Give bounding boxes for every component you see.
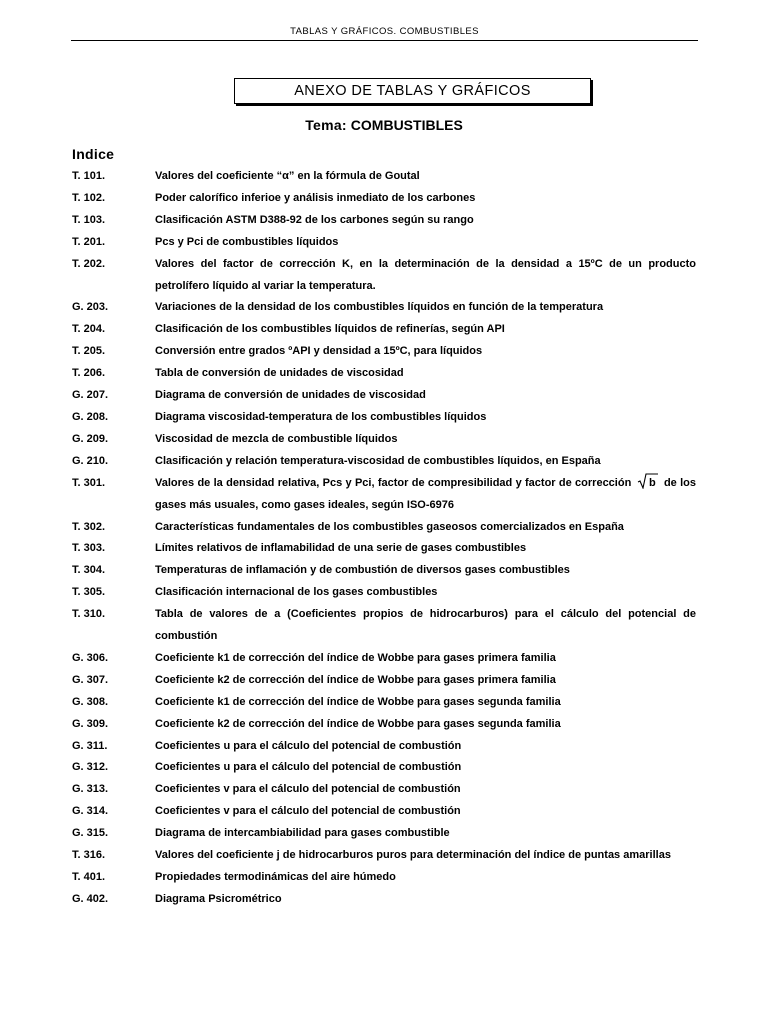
index-entry-code: T. 103. bbox=[72, 213, 106, 226]
index-entry-code: T. 206. bbox=[72, 367, 106, 380]
square-root-icon bbox=[637, 473, 659, 489]
index-entry-code: T. 303. bbox=[72, 542, 106, 555]
index-entry-title: Viscosidad de mezcla de combustible líquidos bbox=[155, 432, 398, 445]
index-entry bbox=[72, 297, 696, 319]
running-header: TABLAS Y GRÁFICOS. COMBUSTIBLES bbox=[290, 26, 479, 37]
index-entry-code: T. 304. bbox=[72, 564, 106, 577]
index-entry bbox=[72, 714, 696, 736]
index-entry-title: Coeficientes v para el cálculo del potencial de combustión bbox=[155, 805, 461, 818]
subtitle-value: COMBUSTIBLES bbox=[350, 117, 463, 133]
index-entry-code: T. 310. bbox=[72, 608, 106, 621]
index-entry bbox=[72, 823, 696, 845]
index-entry-title: Coeficientes u para el cálculo del potencial de combustión bbox=[155, 761, 462, 774]
index-entry-code: T. 305. bbox=[72, 586, 106, 599]
index-entry-code: T. 302. bbox=[72, 520, 106, 533]
index-entry-title-part: de los gases más usuales, como gases ideales, según ISO-6976 bbox=[155, 476, 696, 511]
index-entry bbox=[72, 254, 696, 298]
index-entry-title: Temperaturas de inflamación y de combustión de diversos gases combustibles bbox=[155, 564, 570, 577]
index-entry-title: Valores del coeficiente “α” en la fórmula de Goutal bbox=[155, 170, 420, 182]
index-entry-title: Características fundamentales de los combustibles gaseosos comercializados en España bbox=[155, 520, 624, 533]
index-entry-code: T. 201. bbox=[72, 235, 106, 248]
index-entry-title: Valores del factor de corrección K, en la determinación de la densidad a 15ºC de un producto petrolífero líquido al variar la temperatura. bbox=[155, 257, 696, 292]
index-entry-title: Diagrama de conversión de unidades de viscosidad bbox=[155, 389, 426, 402]
index-entry-title: Conversión entre grados ºAPI y densidad a 15ºC, para líquidos bbox=[155, 345, 483, 358]
index-entry-code: T. 205. bbox=[72, 345, 106, 358]
subtitle bbox=[0, 117, 768, 133]
index-entry-title: Coeficiente k2 de corrección del índice de Wobbe para gases primera familia bbox=[155, 673, 556, 686]
index-entry bbox=[72, 757, 696, 779]
index-entry bbox=[72, 473, 696, 517]
index-entry-code: G. 208. bbox=[72, 410, 109, 423]
index-entry-code: G. 307. bbox=[72, 673, 109, 686]
index-entry-code: G. 311. bbox=[72, 739, 108, 752]
index-entry-title: Clasificación ASTM D388-92 de los carbones según su rango bbox=[155, 213, 474, 226]
index-entry bbox=[72, 363, 696, 385]
index-entry bbox=[72, 736, 696, 758]
index-entry-code: G. 308. bbox=[72, 695, 109, 708]
index-entry bbox=[72, 166, 696, 188]
index-entry-title: Coeficientes v para el cálculo del potencial de combustión bbox=[155, 783, 461, 796]
index-entry bbox=[72, 582, 696, 604]
index-entry bbox=[72, 538, 696, 560]
index-entry-title: Tabla de conversión de unidades de viscosidad bbox=[155, 367, 404, 380]
index-entry-code: G. 207. bbox=[72, 389, 109, 402]
index-entry bbox=[72, 210, 696, 232]
index-entry bbox=[72, 779, 696, 801]
index-entry-title: Diagrama Psicrométrico bbox=[155, 892, 282, 905]
index-entry-code: G. 309. bbox=[72, 717, 109, 730]
subtitle-label: Tema: bbox=[305, 117, 347, 133]
index-entry-code: T. 102. bbox=[72, 191, 106, 204]
index-entry bbox=[72, 385, 696, 407]
index-entry-title: Diagrama de intercambiabilidad para gases combustible bbox=[155, 827, 450, 840]
index-entry-title: Coeficiente k2 de corrección del índice de Wobbe para gases segunda familia bbox=[155, 717, 561, 730]
index-entry-title: Diagrama viscosidad-temperatura de los combustibles líquidos bbox=[155, 410, 487, 423]
index-entry bbox=[72, 341, 696, 363]
index-entry bbox=[72, 867, 696, 889]
index-entry bbox=[72, 648, 696, 670]
index-entry-code: G. 315. bbox=[72, 827, 109, 840]
index-entry bbox=[72, 801, 696, 823]
index-entry bbox=[72, 517, 696, 539]
index-entry-code: T. 101. bbox=[72, 170, 106, 182]
index-entry bbox=[72, 319, 696, 341]
index-entry-title: Límites relativos de inflamabilidad de una serie de gases combustibles bbox=[155, 542, 527, 555]
index-entry-code: G. 210. bbox=[72, 454, 109, 467]
index-entry-title: Poder calorífico inferioe y análisis inmediato de los carbones bbox=[155, 191, 476, 204]
index-entry-title: Clasificación y relación temperatura-viscosidad de combustibles líquidos, en España bbox=[155, 454, 601, 467]
index-entry bbox=[72, 232, 696, 254]
index-entry bbox=[72, 188, 696, 210]
index-entry-title: Coeficiente k1 de corrección del índice de Wobbe para gases primera familia bbox=[155, 651, 556, 664]
index-entry-code: G. 313. bbox=[72, 783, 109, 796]
index-entry bbox=[72, 670, 696, 692]
index-entry-code: T. 301. bbox=[72, 476, 106, 489]
header-rule bbox=[71, 40, 698, 41]
index-entry bbox=[72, 560, 696, 582]
index-entry-title: Coeficiente k1 de corrección del índice de Wobbe para gases segunda familia bbox=[155, 695, 561, 708]
index-entry-title bbox=[155, 473, 696, 517]
index-entry-code: T. 316. bbox=[72, 849, 106, 862]
index-entry-code: T. 204. bbox=[72, 323, 106, 336]
index-entry bbox=[72, 451, 696, 473]
index-entry-code: G. 306. bbox=[72, 651, 109, 664]
index-heading: Indice bbox=[72, 146, 115, 162]
index-entry bbox=[72, 845, 696, 867]
index-entry bbox=[72, 889, 696, 911]
index-entry-title: Pcs y Pci de combustibles líquidos bbox=[155, 235, 339, 248]
index-entry-code: T. 401. bbox=[72, 871, 106, 883]
index-entry bbox=[72, 604, 696, 648]
index-entry-title-part: Valores de la densidad relativa, Pcs y Pci, factor de compresibilidad y factor de corrección bbox=[155, 476, 635, 489]
index-entry-title: Tabla de valores de a (Coeficientes propios de hidrocarburos) para el cálculo del potencial de combustión bbox=[155, 608, 696, 643]
title-box: ANEXO DE TABLAS Y GRÁFICOS bbox=[234, 78, 591, 104]
index-entry-code: G. 314. bbox=[72, 805, 109, 818]
index-entry bbox=[72, 429, 696, 451]
index-list bbox=[72, 166, 696, 911]
index-entry-code: G. 402. bbox=[72, 892, 109, 905]
index-entry-title: Valores del coeficiente j de hidrocarburos puros para determinación del índice de puntas amarillas bbox=[155, 849, 671, 862]
index-entry-title: Clasificación de los combustibles líquidos de refinerías, según API bbox=[155, 323, 505, 336]
index-entry bbox=[72, 692, 696, 714]
index-entry-title: Propiedades termodinámicas del aire húmedo bbox=[155, 871, 396, 883]
index-entry-title: Clasificación internacional de los gases combustibles bbox=[155, 586, 438, 599]
index-entry-title: Variaciones de la densidad de los combustibles líquidos en función de la temperatura bbox=[155, 301, 604, 314]
index-entry-code: G. 209. bbox=[72, 432, 109, 445]
square-root-var: b bbox=[648, 476, 656, 489]
index-entry-code: G. 203. bbox=[72, 301, 109, 314]
index-entry-title: Coeficientes u para el cálculo del potencial de combustión bbox=[155, 739, 462, 752]
index-entry-code: G. 312. bbox=[72, 761, 109, 774]
index-entry bbox=[72, 407, 696, 429]
index-entry-code: T. 202. bbox=[72, 257, 106, 270]
